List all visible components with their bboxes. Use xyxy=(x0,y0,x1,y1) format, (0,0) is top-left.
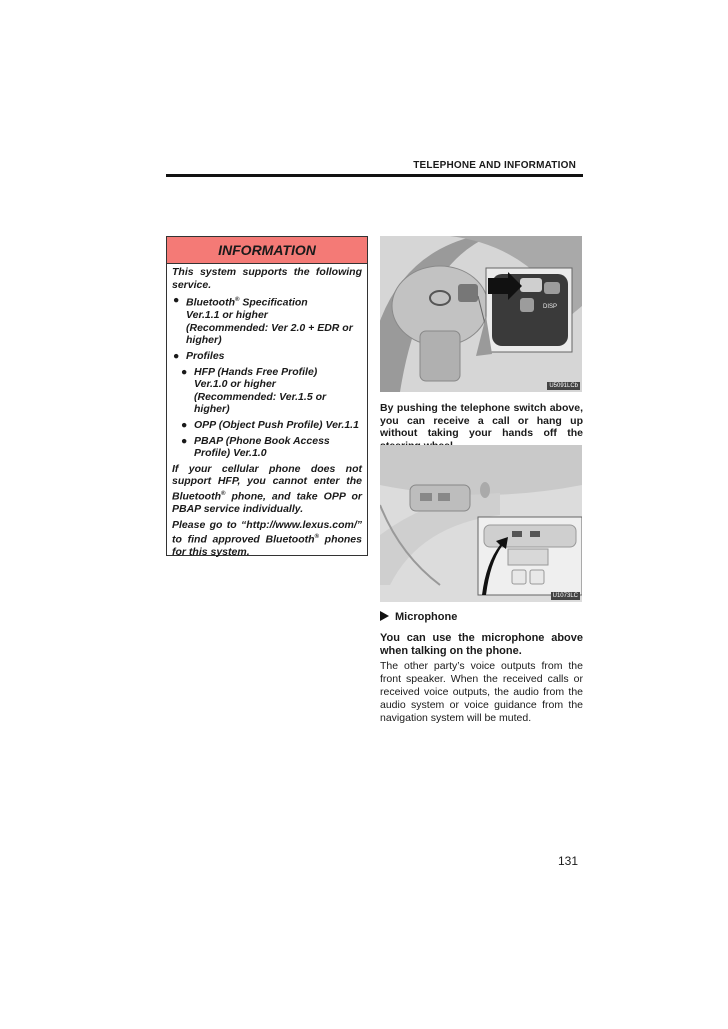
figure-code-u5091lcb: U5091LCb xyxy=(549,383,578,389)
bt-version: Ver.1.1 or higher xyxy=(186,309,268,322)
caption-telephone-switch: By pushing the telephone switch above, you can receive a call or hang up without taking your hands off the xyxy=(380,402,583,439)
registered-mark: ® xyxy=(314,534,319,541)
registered-mark: ® xyxy=(221,491,226,497)
hfp-name: HFP (Hands Free Profile) xyxy=(194,365,318,378)
steering-wheel-illustration xyxy=(380,236,582,392)
note2-bluetooth: Bluetooth xyxy=(265,533,315,546)
registered-mark: ® xyxy=(235,297,240,304)
microphone-lead: You can use the microphone above when talking on the phone. xyxy=(380,632,583,657)
bullet-bluetooth xyxy=(172,294,362,347)
header-title: TELEPHONE AND INFORMATION xyxy=(413,160,576,171)
bullet-icon: ● xyxy=(181,434,188,447)
pbap-text: PBAP (Phone Book Access Profile) Ver.1.0 xyxy=(194,434,330,460)
bt-label: Bluetooth xyxy=(186,296,235,309)
microphone-heading-text: Microphone xyxy=(395,611,458,623)
profiles-label: Profiles xyxy=(186,350,225,363)
bt-recommended: (Recommended: Ver 2.0 + EDR or higher) xyxy=(186,321,353,347)
info-note-website xyxy=(172,519,362,559)
section-arrow-icon xyxy=(380,611,389,621)
note1-part-a: If your cellular phone does not support HFP, you cannot enter the xyxy=(172,462,362,488)
microphone-body: The other party’s voice outputs from the front speaker. When the received calls or received voice outputs, the audio from the audio system or voice guidance from the navigation system will be muted. xyxy=(380,660,583,724)
information-box xyxy=(166,236,368,559)
info-intro: This system supports the following service. xyxy=(172,266,362,291)
note1-part-b: phone, and take OPP or PBAP service individually. xyxy=(172,490,362,516)
page-number: 131 xyxy=(558,854,579,868)
info-note-hfp xyxy=(172,463,362,516)
information-body xyxy=(167,264,367,559)
bullet-pbap xyxy=(172,435,362,460)
bullet-icon: ● xyxy=(173,294,180,307)
bullet-hfp xyxy=(172,366,362,416)
overhead-console-illustration xyxy=(380,445,582,602)
bullet-opp xyxy=(172,419,362,432)
hfp-recommended: (Recommended: Ver.1.5 or higher) xyxy=(194,390,327,416)
bullet-profiles xyxy=(172,350,362,363)
information-heading: INFORMATION xyxy=(167,237,367,264)
hfp-version: Ver.1.0 or higher xyxy=(194,378,276,391)
disp-button-label: DISP xyxy=(543,304,558,310)
note1-bluetooth: Bluetooth xyxy=(172,490,221,503)
header-rule xyxy=(166,174,583,177)
note2-part-b: phones for this system. xyxy=(172,533,362,559)
note2-part-a: Please go to “http://www.lexus.com/” to find approved xyxy=(172,518,362,546)
microphone-figure xyxy=(380,445,582,602)
opp-text: OPP (Object Push Profile) Ver.1.1 xyxy=(194,419,359,432)
bullet-icon: ● xyxy=(173,350,180,363)
bullet-icon: ● xyxy=(181,419,188,432)
bt-spec: Specification xyxy=(242,296,308,309)
figure-code-u1073lc: U1073LC xyxy=(552,593,578,599)
bullet-icon: ● xyxy=(181,365,188,378)
microphone-heading xyxy=(380,611,457,623)
steering-wheel-figure xyxy=(380,236,582,392)
